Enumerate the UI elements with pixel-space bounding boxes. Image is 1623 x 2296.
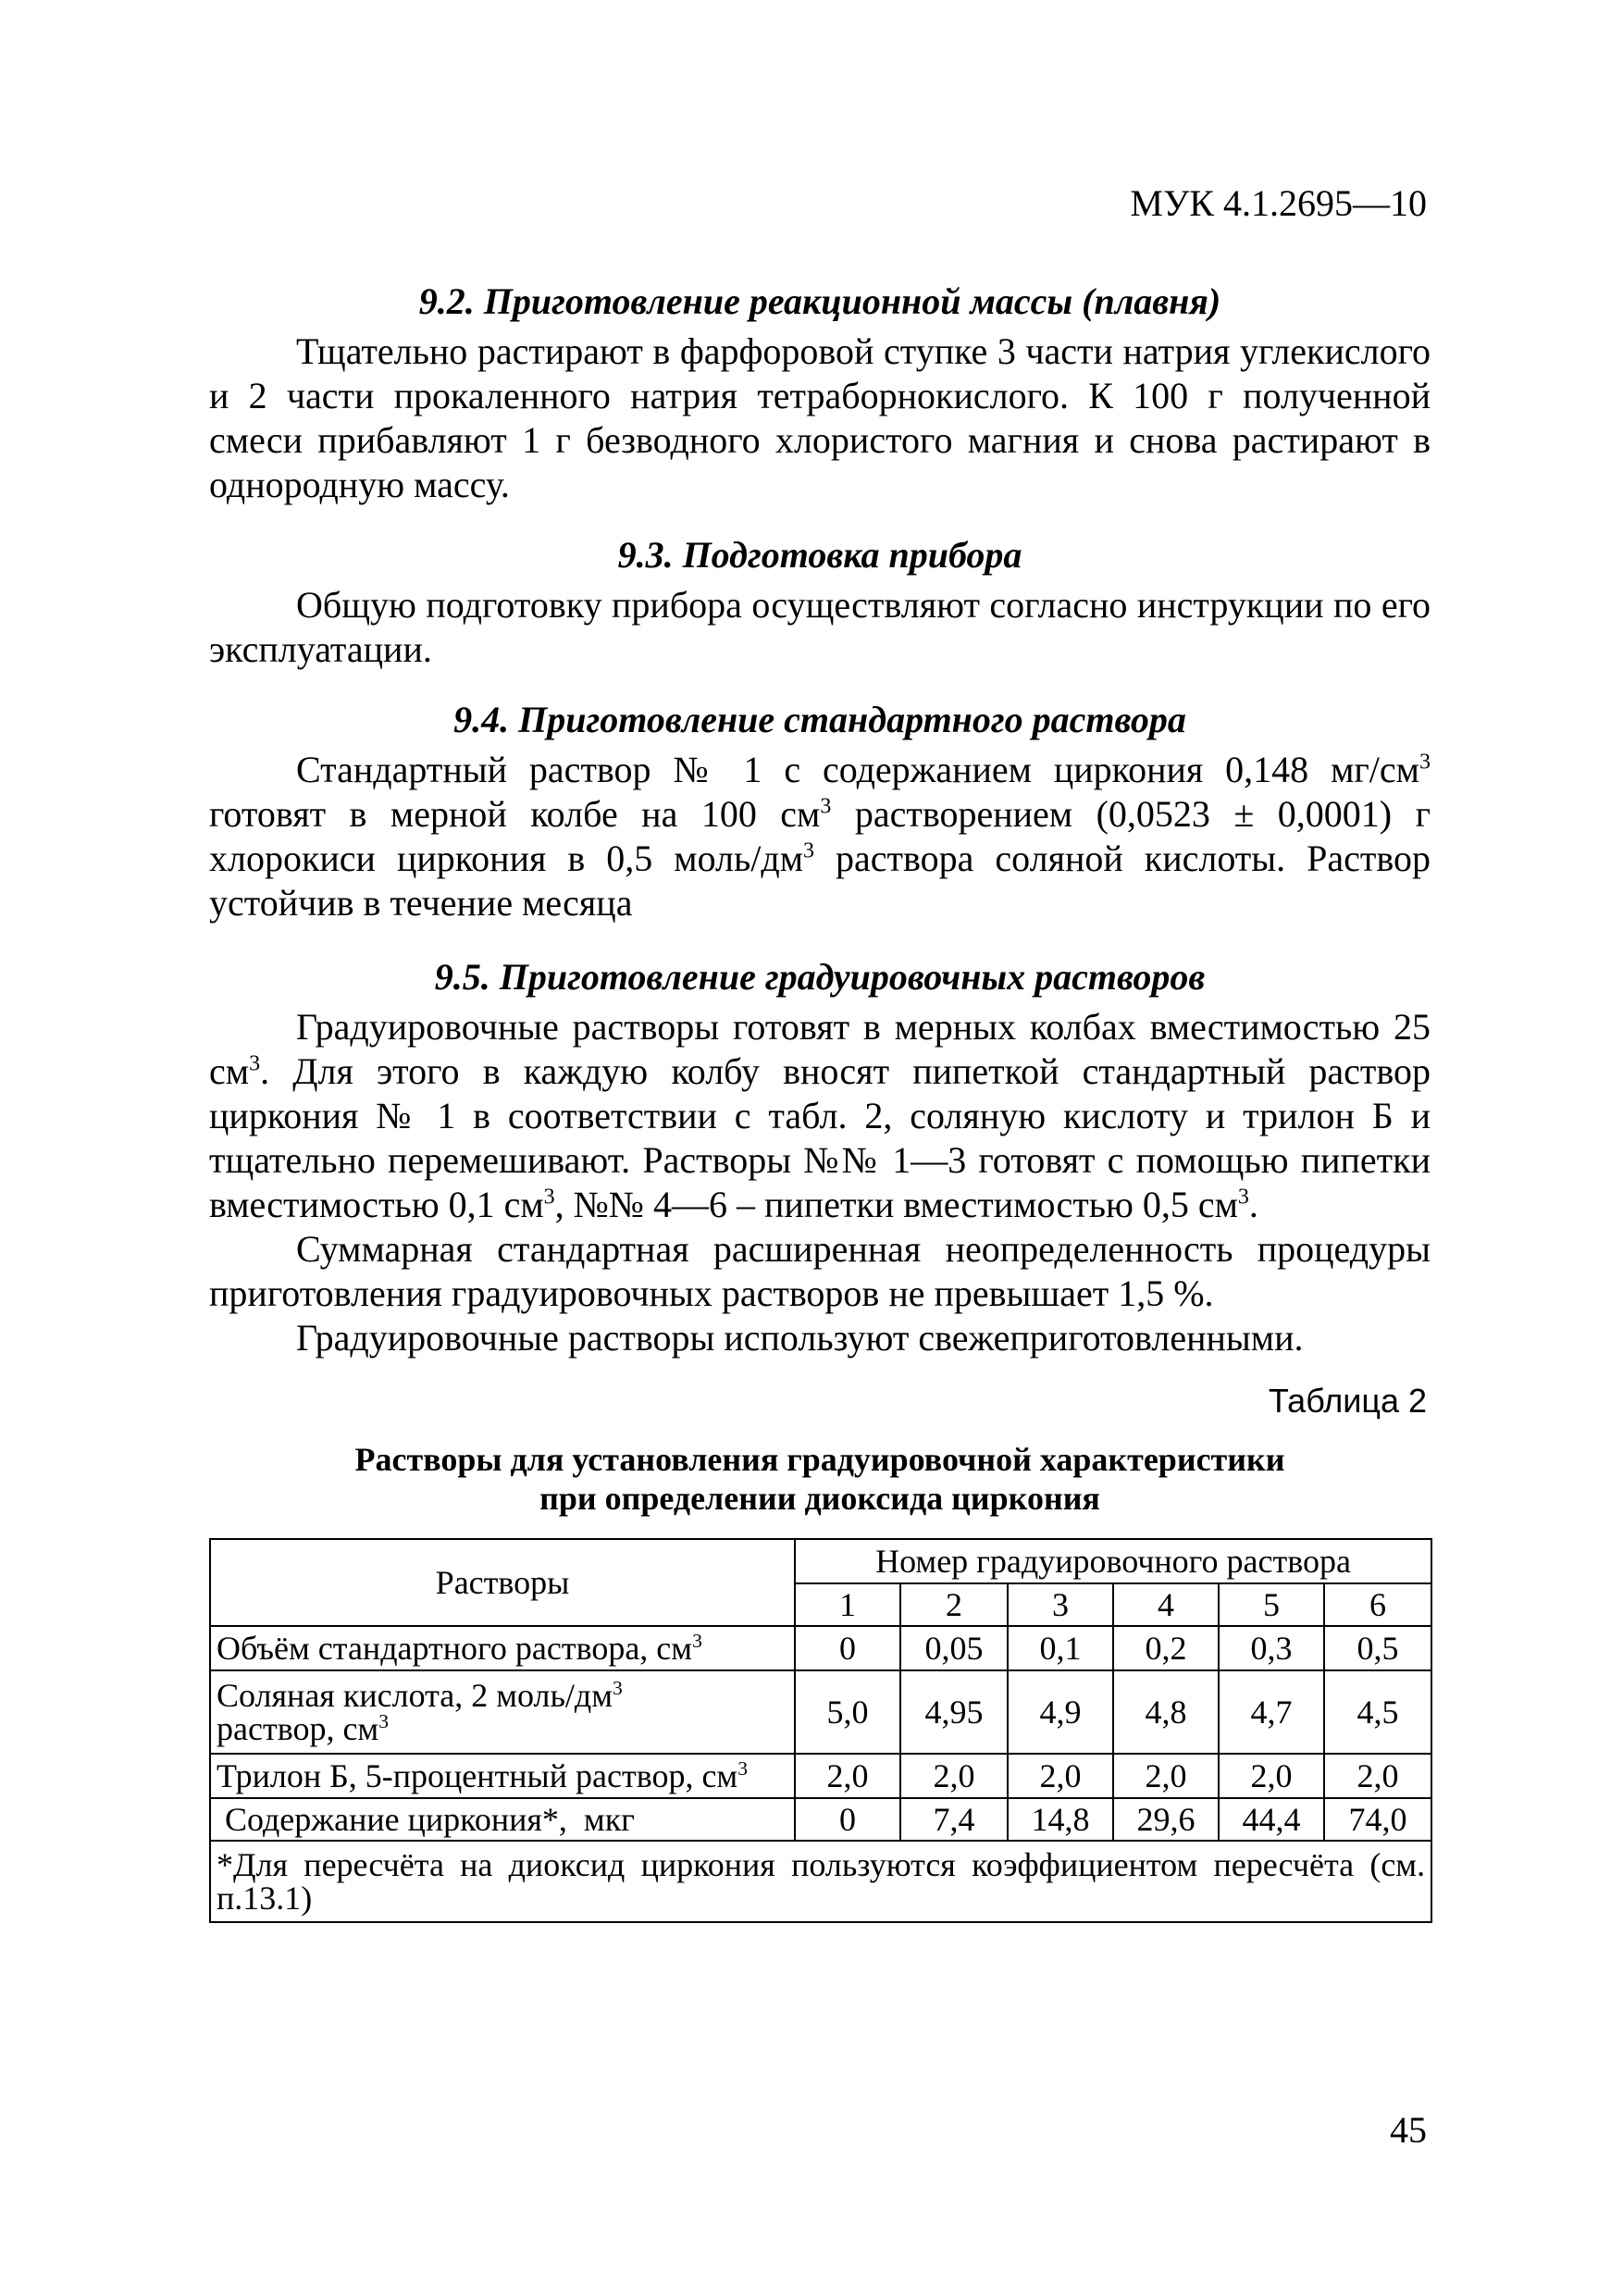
table-cell: 0	[795, 1626, 900, 1670]
table-cell: 4,95	[900, 1670, 1008, 1754]
section-9-3-text: Общую подготовку прибора осуществляют согласно инструкции по его эксплуатации.	[209, 584, 1431, 670]
table-cell: 14,8	[1008, 1798, 1113, 1841]
section-9-2-text: Тщательно растирают в фарфоровой ступке 3 части натрия углекислого и 2 части прокаленного натрия тетраборнокислого. К 100 г полученной смеси прибавляют 1 г безводного хлористого магния и снова растирают в однородную массу.	[209, 330, 1431, 505]
section-9-3-body	[209, 583, 1431, 672]
column-number: 1	[795, 1583, 900, 1626]
table-cell: 2,0	[900, 1754, 1008, 1798]
table-row	[210, 1798, 1431, 1841]
table-cell: 4,7	[1219, 1670, 1324, 1754]
table-cell: 0,5	[1324, 1626, 1431, 1670]
section-9-4-text-4: раствора соляной кислоты. Раствор устойчив в течение месяца	[209, 838, 1431, 924]
table-footnote: *Для пересчёта на диоксид циркония пользуются коэффициентом пересчёта (см. п.13.1)	[210, 1841, 1431, 1922]
section-9-4-text	[209, 748, 1431, 925]
table-label: Таблица 2	[1268, 1382, 1427, 1420]
table-cell: 2,0	[1219, 1754, 1324, 1798]
superscript-3: 3	[613, 1677, 623, 1699]
row-label-text: Объём стандартного раствора, см	[217, 1630, 693, 1667]
table-cell: 2,0	[1324, 1754, 1431, 1798]
table-cell: 44,4	[1219, 1798, 1324, 1841]
superscript-3: 3	[1237, 1185, 1249, 1210]
section-9-4-body	[209, 748, 1431, 925]
section-9-4-title: 9.4. Приготовление стандартного раствора	[453, 699, 1186, 740]
table-footnote-row	[210, 1841, 1431, 1922]
superscript-3: 3	[737, 1757, 748, 1780]
superscript-3: 3	[692, 1630, 702, 1652]
section-9-5-para-2: Суммарная стандартная расширенная неопределенность процедуры приготовления градуировочных растворов не превышает 1,5 %.	[209, 1228, 1431, 1314]
header-number: Номер градуировочного раствора	[795, 1539, 1431, 1583]
table-cell: 2,0	[1008, 1754, 1113, 1798]
row-label	[210, 1754, 795, 1798]
section-9-4-text-1: Стандартный раствор № 1 с содержанием циркония 0,148 мг/см	[296, 749, 1419, 790]
column-number: 3	[1008, 1583, 1113, 1626]
table-cell: 4,8	[1113, 1670, 1219, 1754]
table-row	[210, 1670, 1431, 1754]
calibration-table	[209, 1538, 1432, 1923]
table-title-line-2: при определении диоксида циркония	[539, 1480, 1100, 1517]
row-label	[210, 1626, 795, 1670]
row-label: Содержание циркония*, мкг	[210, 1798, 795, 1841]
superscript-3: 3	[1419, 750, 1431, 775]
column-number: 5	[1219, 1583, 1324, 1626]
section-9-4-text-3: растворением (0,0523 ± 0,0001) г хлорокиси циркония в 0,5 моль/дм	[209, 793, 1431, 879]
section-9-5-para-1	[209, 1005, 1431, 1227]
column-number: 4	[1113, 1583, 1219, 1626]
table-header-row	[210, 1539, 1431, 1583]
page-number: 45	[1390, 2109, 1427, 2151]
row-label-text: Соляная кислота, 2 моль/дм	[217, 1677, 613, 1714]
table-cell: 0,3	[1219, 1626, 1324, 1670]
section-9-5-para-1d: .	[1248, 1184, 1258, 1225]
table-cell: 7,4	[900, 1798, 1008, 1841]
section-9-5-para-3: Градуировочные растворы используют свежеприготовленными.	[296, 1317, 1304, 1359]
section-9-5-para-1c: , №№ 4—6 – пипетки вместимостью 0,5 см	[554, 1184, 1238, 1225]
table-row	[210, 1754, 1431, 1798]
row-label	[210, 1670, 795, 1754]
section-9-2-body	[209, 329, 1431, 507]
column-number: 6	[1324, 1583, 1431, 1626]
section-9-2-title: 9.2. Приготовление реакционной массы (плавня)	[418, 280, 1221, 322]
table-title	[209, 1440, 1431, 1518]
superscript-3: 3	[378, 1710, 389, 1732]
table-cell: 29,6	[1113, 1798, 1219, 1841]
section-9-3-title: 9.3. Подготовка прибора	[617, 534, 1022, 576]
table-cell: 5,0	[795, 1670, 900, 1754]
superscript-3: 3	[803, 838, 815, 863]
document-code: МУК 4.1.2695—10	[1130, 182, 1427, 224]
row-label-text: Трилон Б, 5-процентный раствор, см	[217, 1757, 738, 1794]
table-cell: 4,9	[1008, 1670, 1113, 1754]
section-9-5-para-1a: Градуировочные растворы готовят в мерных колбах вместимостью 25 см	[209, 1006, 1431, 1092]
table-cell: 0,2	[1113, 1626, 1219, 1670]
row-label-text: раствор, см	[217, 1710, 379, 1747]
table-cell: 4,5	[1324, 1670, 1431, 1754]
table-title-line-1: Растворы для установления градуировочной характеристики	[354, 1441, 1285, 1478]
section-9-5-body	[209, 1005, 1431, 1360]
table-cell: 2,0	[795, 1754, 900, 1798]
table-cell: 2,0	[1113, 1754, 1219, 1798]
superscript-3: 3	[543, 1185, 555, 1210]
table-row	[210, 1626, 1431, 1670]
section-9-4-text-2: готовят в мерной колбе на 100 см	[209, 793, 821, 835]
section-9-5-title: 9.5. Приготовление градуировочных растворов	[434, 956, 1206, 998]
table-cell: 0	[795, 1798, 900, 1841]
table-cell: 74,0	[1324, 1798, 1431, 1841]
column-number: 2	[900, 1583, 1008, 1626]
section-9-5-para-1b: . Для этого в каждую колбу вносят пипеткой стандартный раствор циркония № 1 в соответствии с табл. 2, соляную кислоту и трилон Б и тщательно перемешивают. Растворы №№ 1—3 готовят с помощью пипетки вместимостью 0,1 см	[209, 1050, 1431, 1225]
table-cell: 0,1	[1008, 1626, 1113, 1670]
header-solutions: Растворы	[210, 1539, 795, 1626]
superscript-3: 3	[249, 1051, 261, 1076]
table-cell: 0,05	[900, 1626, 1008, 1670]
superscript-3: 3	[820, 794, 832, 819]
